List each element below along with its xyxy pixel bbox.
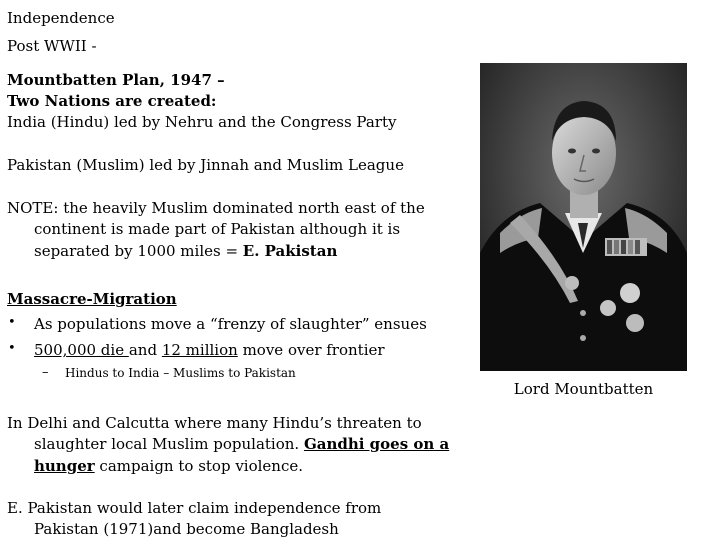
bullet-2 bbox=[34, 339, 385, 361]
bullet-marker-1: • bbox=[8, 315, 16, 330]
photo-caption: Lord Mountbatten bbox=[513, 380, 654, 398]
title-independence: Independence bbox=[7, 9, 115, 27]
gandhi-emphasis: Gandhi goes on a bbox=[303, 435, 450, 453]
hunger-emphasis: hunger bbox=[34, 457, 95, 475]
delhi-line-3 bbox=[34, 455, 303, 477]
india-line: India (Hindu) led by Nehru and the Congress Party bbox=[7, 113, 397, 131]
note-line-3-prefix: separated by 1000 miles = bbox=[34, 242, 243, 260]
bullet-1: As populations move a “frenzy of slaughter” ensues bbox=[34, 315, 427, 333]
e-pakistan-emphasis: E. Pakistan bbox=[242, 242, 338, 260]
sub-bullet: Hindus to India – Muslims to Pakistan bbox=[65, 366, 296, 380]
pakistan-line: Pakistan (Muslim) led by Jinnah and Muslim League bbox=[7, 156, 404, 174]
portrait-illustration bbox=[480, 63, 687, 371]
sub-dash: – bbox=[42, 365, 49, 380]
bangladesh-line-2: Pakistan (1971)and become Bangladesh bbox=[34, 520, 339, 538]
delhi-line-3-rest: campaign to stop violence. bbox=[94, 457, 304, 475]
delhi-line-2-prefix: slaughter local Muslim population. bbox=[34, 435, 304, 453]
bullet-2-end: move over frontier bbox=[237, 341, 385, 359]
delhi-line-1: In Delhi and Calcutta where many Hindu’s threaten to bbox=[7, 414, 422, 432]
deaths-figure: 500,000 die bbox=[34, 341, 129, 359]
mountbatten-portrait bbox=[480, 63, 687, 371]
delhi-line-2 bbox=[34, 433, 449, 455]
plan-subtitle: Two Nations are created: bbox=[7, 92, 217, 110]
title-post-wwii: Post WWII - bbox=[7, 37, 97, 55]
bangladesh-line-1: E. Pakistan would later claim independence from bbox=[7, 499, 382, 517]
bullet-2-mid: and bbox=[128, 341, 162, 359]
migration-figure: 12 million bbox=[161, 341, 238, 359]
note-line-3 bbox=[34, 240, 337, 262]
plan-title: Mountbatten Plan, 1947 – bbox=[7, 71, 225, 89]
note-line-1: NOTE: the heavily Muslim dominated north east of the bbox=[7, 199, 425, 217]
bullet-marker-2: • bbox=[8, 341, 16, 356]
massacre-heading: Massacre-Migration bbox=[7, 290, 177, 308]
note-line-2: continent is made part of Pakistan although it is bbox=[34, 220, 401, 238]
